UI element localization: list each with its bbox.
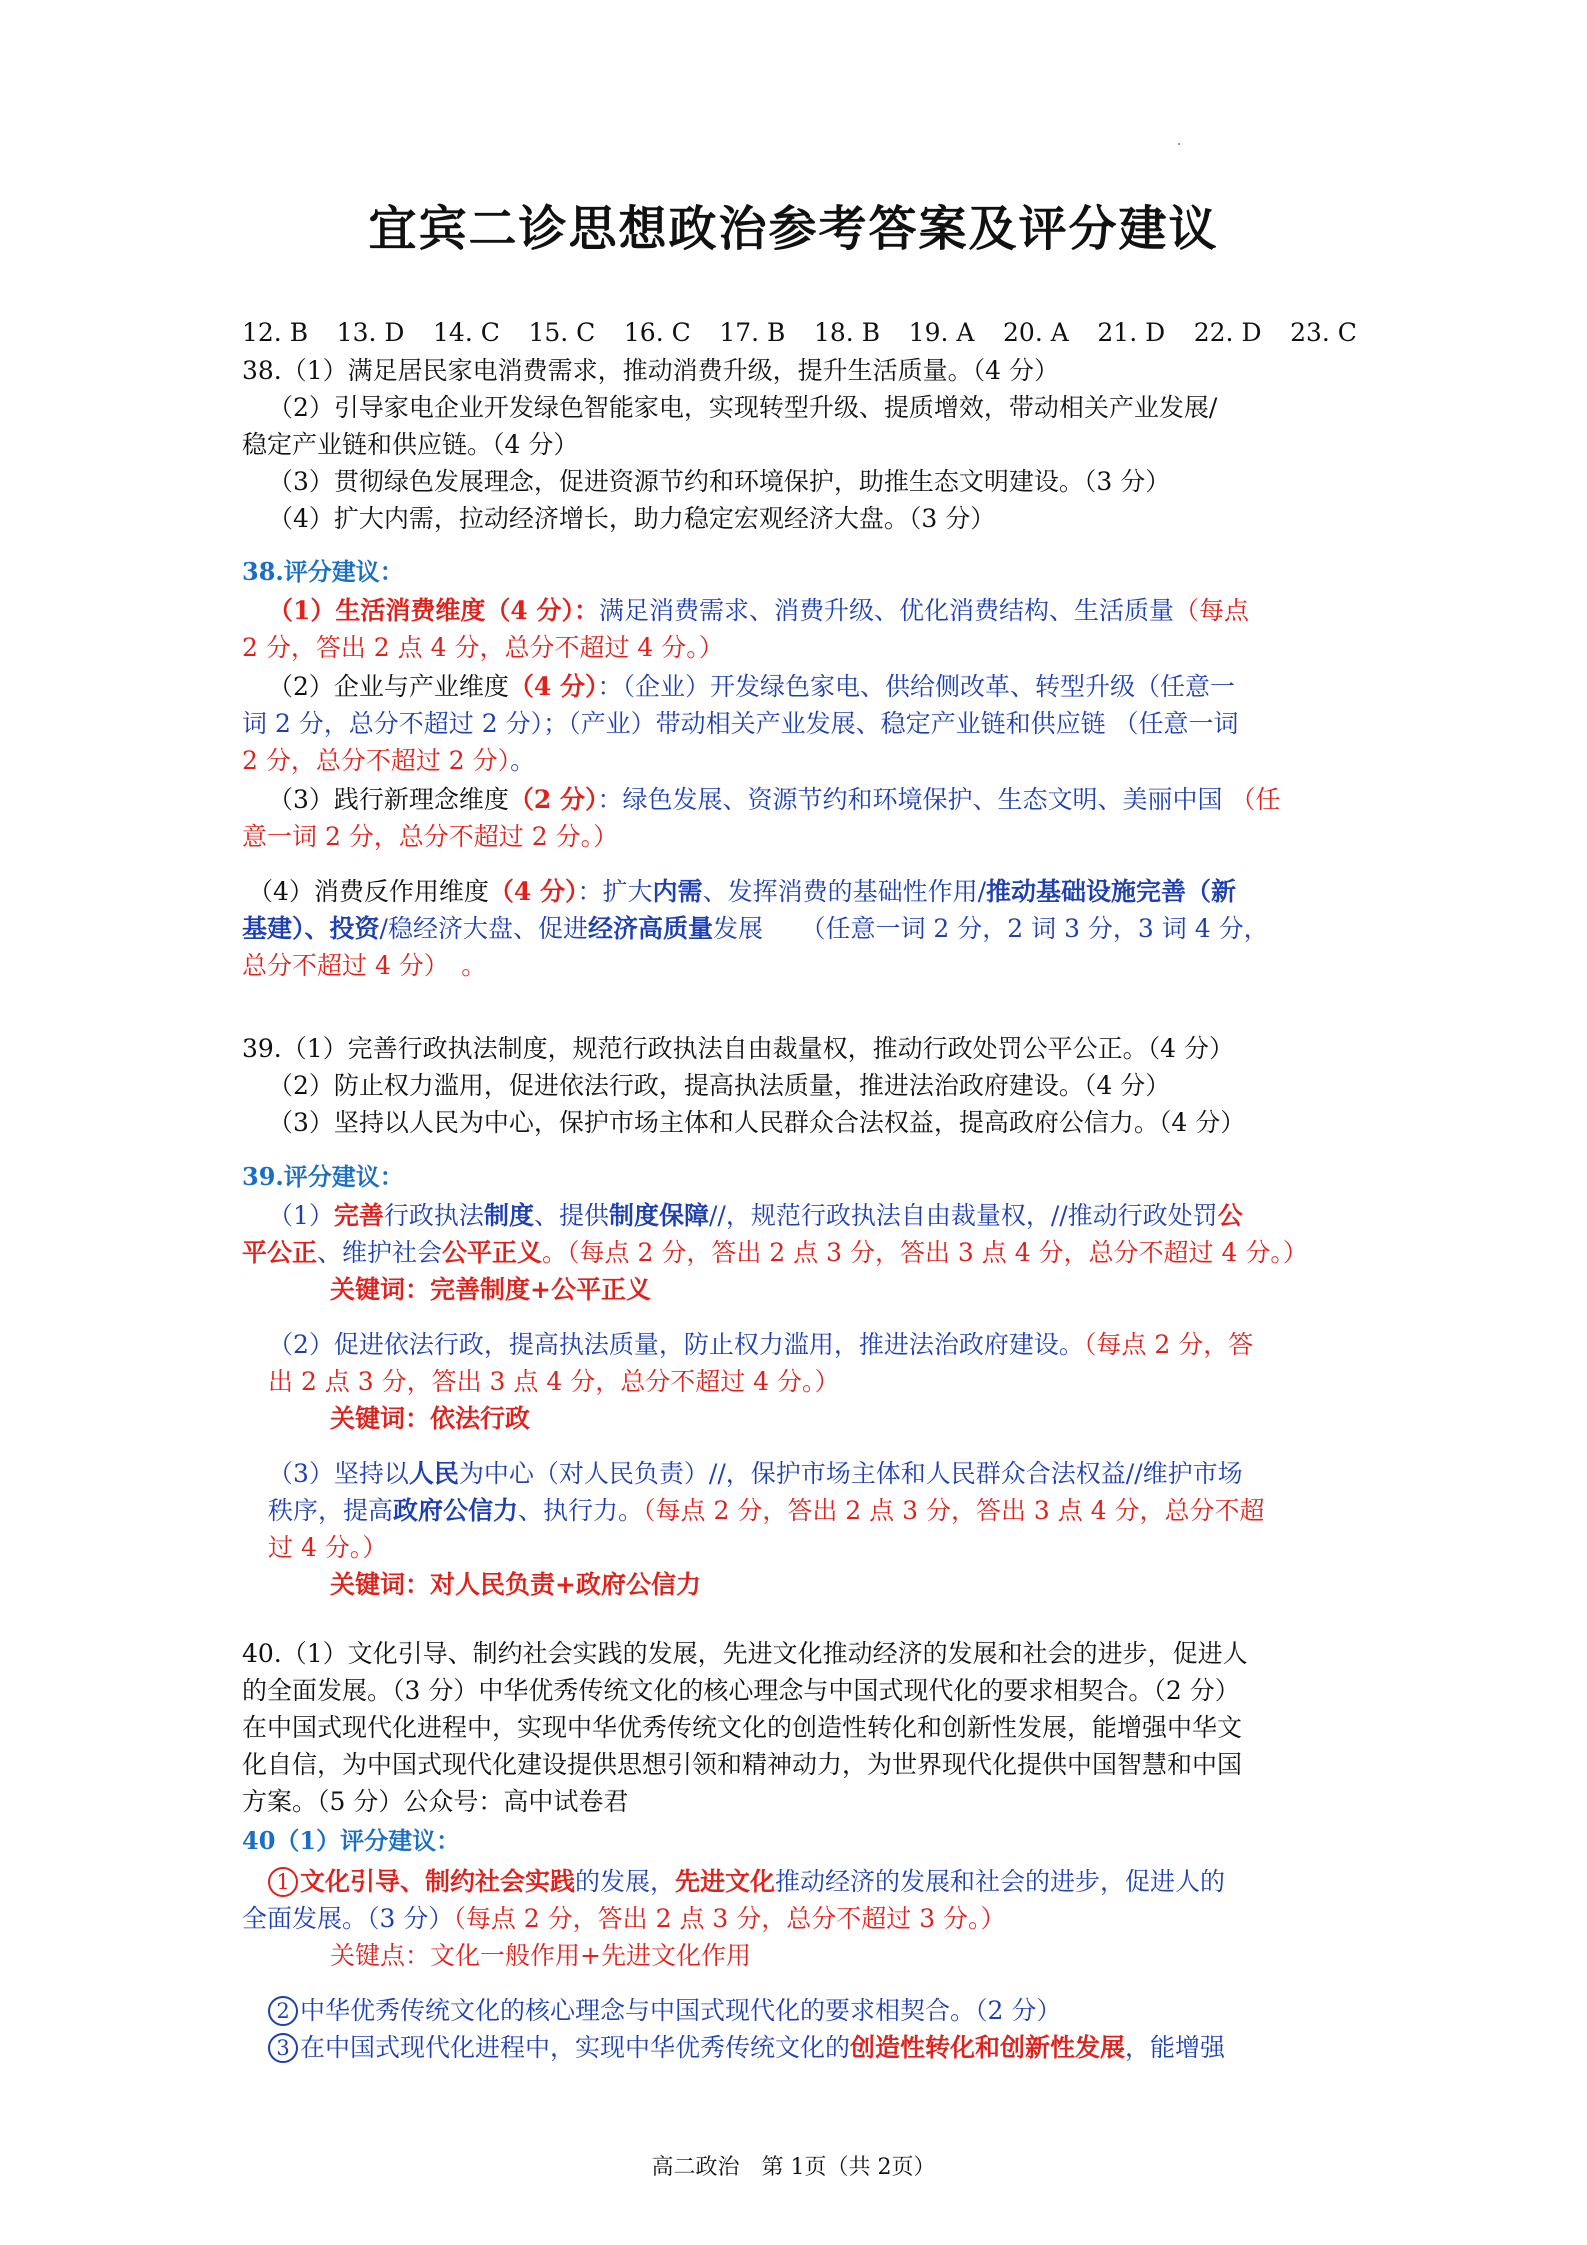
q39-scoring-3-keywords: 关键词：对人民负责+政府公信力	[330, 1570, 701, 1599]
q38-s4-t1: ：扩大	[577, 877, 653, 906]
q39-s1-k: 公平正义	[442, 1238, 543, 1267]
q39-s3-e: 政府公信力	[393, 1496, 519, 1525]
q40-scoring-1	[242, 1863, 1357, 1900]
q39-s1-j: 、维护社会	[317, 1238, 443, 1267]
page-title: 宜宾二诊思想政治参考答案及评分建议	[368, 201, 1219, 257]
q38-s4-t5: 基建）、投资	[242, 914, 380, 943]
q38-point-2: （2）引导家电企业开发绿色智能家电，实现转型升级、提质增效，带动相关产业发展/	[268, 393, 1218, 422]
q38-scoring-1	[242, 592, 1357, 629]
q39-s3-a: （3）坚持以	[268, 1459, 409, 1488]
q38-s2-text-b: ；（产业）带动相关产业发展、稳定产业链和供应链 （任意一词	[543, 709, 1239, 738]
q38-scoring-2-line2	[242, 705, 1357, 742]
q38-reference-answer	[242, 352, 1357, 537]
circled-number-1: 1	[268, 1867, 298, 1897]
q38-s3-text: ：绿色发展、资源节约和环境保护、生态文明、美丽中国	[597, 785, 1223, 814]
q38-scoring-3-cont: 意一词 2 分，总分不超过 2 分。）	[242, 822, 619, 851]
q38-scoring-heading: 38.评分建议：	[242, 557, 404, 586]
q39-point-1: 39.（1）完善行政执法制度，规范行政执法自由裁量权，推动行政处罚公平公正。（4 分）	[242, 1034, 1235, 1063]
q39-s1-i: 平公正	[242, 1238, 318, 1267]
q39-s1-a: （1）	[268, 1201, 334, 1230]
q39-scoring-suggestions	[242, 1158, 1357, 1603]
mc-answer: 15. C	[528, 318, 596, 347]
page-footer: 高二政治 第 1页（共 2页）	[651, 2155, 936, 2180]
q38-scoring-4-line2	[242, 910, 1357, 947]
q39-s2-b: （每点 2 分，答	[1083, 1330, 1254, 1359]
q38-scoring-3	[242, 781, 1357, 818]
mc-answer: 14. C	[433, 318, 500, 347]
q38-s2-end: 。	[510, 746, 536, 775]
q38-point-2-cont: 稳定产业链和供应链。（4 分）	[242, 430, 579, 459]
q39-scoring-1-keywords: 关键词：完善制度+公平正义	[330, 1275, 651, 1304]
q38-point-1: 38.（1）满足居民家电消费需求，推动消费升级，提升生活质量。（4 分）	[242, 356, 1060, 385]
q38-s4-t8: 发展	[712, 914, 813, 943]
q38-scoring-suggestions	[242, 553, 1357, 984]
q40-p1-d: 推动经济的发展和社会的进步，促进人的	[775, 1867, 1226, 1896]
q38-s3-points: （2 分）	[508, 785, 598, 814]
q40-scoring-1-keypoints: 关键点：文化一般作用+先进文化作用	[330, 1941, 751, 1970]
q39-scoring-3-line3: 过 4 分。）	[268, 1533, 388, 1562]
q39-s1-e: 、提供	[533, 1201, 609, 1230]
q39-scoring-2	[242, 1326, 1357, 1363]
q39-scoring-2-keywords: 关键词：依法行政	[330, 1404, 531, 1433]
q38-s4-label: （4）消费反作用维度	[248, 877, 489, 906]
q39-s1-b: 完善	[333, 1201, 384, 1230]
circled-number-2: 2	[268, 1996, 298, 2026]
q40-p1-a: 文化引导、制约社会实践	[300, 1867, 576, 1896]
q38-s1-text: 满足消费需求、消费升级、优化消费结构、生活质量	[599, 596, 1175, 625]
q38-s1-score: （每点	[1174, 596, 1250, 625]
mc-answer: 17. B	[719, 318, 786, 347]
q39-s1-l: 。（每点 2 分，答出 2 点 3 分，答出 3 点 4 分，总分不超过 4 分。）	[542, 1238, 1308, 1267]
q39-s2-a: （2）促进依法行政，提高执法质量，防止权力滥用，推进法治政府建设。	[268, 1330, 1084, 1359]
q39-s3-b: 人民	[408, 1459, 459, 1488]
q38-point-4: （4）扩大内需，拉动经济增长，助力稳定宏观经济大盘。（3 分）	[268, 504, 996, 533]
q39-scoring-3	[242, 1455, 1357, 1492]
q40-scoring-2	[242, 1992, 1357, 2029]
q38-s3-score: （任	[1222, 785, 1281, 814]
q38-scoring-2-line3	[242, 742, 1357, 779]
q40-scoring-suggestions	[242, 1822, 1357, 2066]
q38-s2-label: （2）企业与产业维度	[268, 672, 509, 701]
q40-p1-c: 先进文化	[675, 1867, 776, 1896]
q40-p1-b: 的发展，	[575, 1867, 676, 1896]
scan-speck	[1178, 143, 1180, 145]
circled-number-3: 3	[268, 2033, 298, 2063]
q38-s4-t9: （任意一词 2 分，2 词 3 分，3 词 4 分，	[812, 914, 1269, 943]
q40-p3-a: 在中国式现代化进程中，实现中华优秀传统文化的	[300, 2033, 851, 2062]
q40-scoring-1-line2	[242, 1900, 1357, 1937]
q38-s3-label: （3）践行新理念维度	[268, 785, 509, 814]
q40-line-5: 方案。（5 分）公众号：高中试卷君	[242, 1787, 629, 1816]
q38-scoring-4-line3: 总分不超过 4 分） 。	[242, 951, 487, 980]
q39-s1-c: 行政执法	[383, 1201, 484, 1230]
q38-point-3: （3）贯彻绿色发展理念，促进资源节约和环境保护，助推生态文明建设。（3 分）	[268, 467, 1171, 496]
q40-line-1: 40.（1）文化引导、制约社会实践的发展，先进文化推动经济的发展和社会的进步，促进人	[242, 1639, 1248, 1668]
q39-s1-g: //，规范行政执法自由裁量权，//推动行政处罚	[708, 1201, 1218, 1230]
q40-p3-b: 创造性转化和创新性发展	[850, 2033, 1126, 2062]
q38-scoring-1-cont: 2 分，答出 2 点 4 分，总分不超过 4 分。）	[242, 633, 724, 662]
q38-s4-t3: 、发挥消费的基础性作用/	[702, 877, 986, 906]
q40-p1-e: 全面发展。（3 分）	[242, 1904, 454, 1933]
q39-s3-d: 秩序，提高	[268, 1496, 394, 1525]
q38-s1-label: （1）生活消费维度（4 分）：	[268, 596, 599, 625]
mc-answer: 19. A	[908, 318, 975, 347]
q38-s4-t2: 内需	[652, 877, 703, 906]
q40-p2: 中华优秀传统文化的核心理念与中国式现代化的要求相契合。（2 分）	[300, 1996, 1062, 2025]
q39-scoring-3-line2	[242, 1492, 1357, 1529]
q40-scoring-heading: 40（1）评分建议：	[242, 1826, 461, 1855]
q39-reference-answer	[242, 1030, 1357, 1141]
mc-answer: 12. B	[242, 318, 309, 347]
mc-answer: 18. B	[814, 318, 881, 347]
q38-s4-t6: /稳经济大盘、促进	[379, 914, 588, 943]
mc-answer: 20. A	[1003, 318, 1069, 347]
q38-s2-score-a: 词 2 分，总分不超过 2 分）	[242, 709, 544, 738]
mc-answer: 23. C	[1290, 318, 1357, 347]
mc-answer: 16. C	[623, 318, 691, 347]
multiple-choice-answers	[242, 318, 1357, 347]
q38-s4-t7: 经济高质量	[587, 914, 713, 943]
q40-p1-f: （每点 2 分，答出 2 点 3 分，总分不超过 3 分。）	[453, 1904, 1006, 1933]
q39-scoring-1	[242, 1197, 1357, 1234]
q40-scoring-3	[242, 2029, 1357, 2066]
q39-scoring-heading: 39.评分建议：	[242, 1162, 404, 1191]
q39-s1-h: 公	[1217, 1201, 1243, 1230]
mc-answer: 21. D	[1097, 318, 1166, 347]
q38-s4-points: （4 分）	[488, 877, 578, 906]
q39-s1-f: 制度保障	[608, 1201, 709, 1230]
q40-line-3: 在中国式现代化进程中，实现中华优秀传统文化的创造性转化和创新性发展，能增强中华文	[242, 1713, 1243, 1742]
mc-answer: 13. D	[336, 318, 405, 347]
q38-scoring-4	[242, 873, 1357, 910]
q39-point-2: （2）防止权力滥用，促进依法行政，提高执法质量，推进法治政府建设。（4 分）	[268, 1071, 1171, 1100]
q38-s4-t4: 推动基础设施完善（新	[986, 877, 1237, 906]
q39-scoring-2-line2: 出 2 点 3 分，答出 3 点 4 分，总分不超过 4 分。）	[268, 1367, 840, 1396]
q38-s2-text: ：（企业）开发绿色家电、供给侧改革、转型升级（任意一	[597, 672, 1236, 701]
q40-line-2: 的全面发展。（3 分）中华优秀传统文化的核心理念与中国式现代化的要求相契合。（2 分）	[242, 1676, 1240, 1705]
q38-s2-score-b: 2 分，总分不超过 2 分）	[242, 746, 511, 775]
q39-s3-c: 为中心（对人民负责）//，保护市场主体和人民群众合法权益//维护市场	[458, 1459, 1243, 1488]
q39-s1-d: 制度	[483, 1201, 534, 1230]
q40-p3-c: ，能增强	[1125, 2033, 1226, 2062]
mc-answer: 22. D	[1193, 318, 1262, 347]
q39-s3-f: 、执行力。	[518, 1496, 644, 1525]
q40-reference-answer	[242, 1635, 1357, 1820]
q38-scoring-2	[242, 668, 1357, 705]
q39-s3-g: （每点 2 分，答出 2 点 3 分，答出 3 点 4 分，总分不超	[643, 1496, 1265, 1525]
q39-scoring-1-line2	[242, 1234, 1357, 1271]
q40-line-4: 化自信，为中国式现代化建设提供思想引领和精神动力，为世界现代化提供中国智慧和中国	[242, 1750, 1243, 1779]
q38-s2-points: （4 分）	[508, 672, 598, 701]
q39-point-3: （3）坚持以人民为中心，保护市场主体和人民群众合法权益，提高政府公信力。（4 分）	[268, 1108, 1246, 1137]
